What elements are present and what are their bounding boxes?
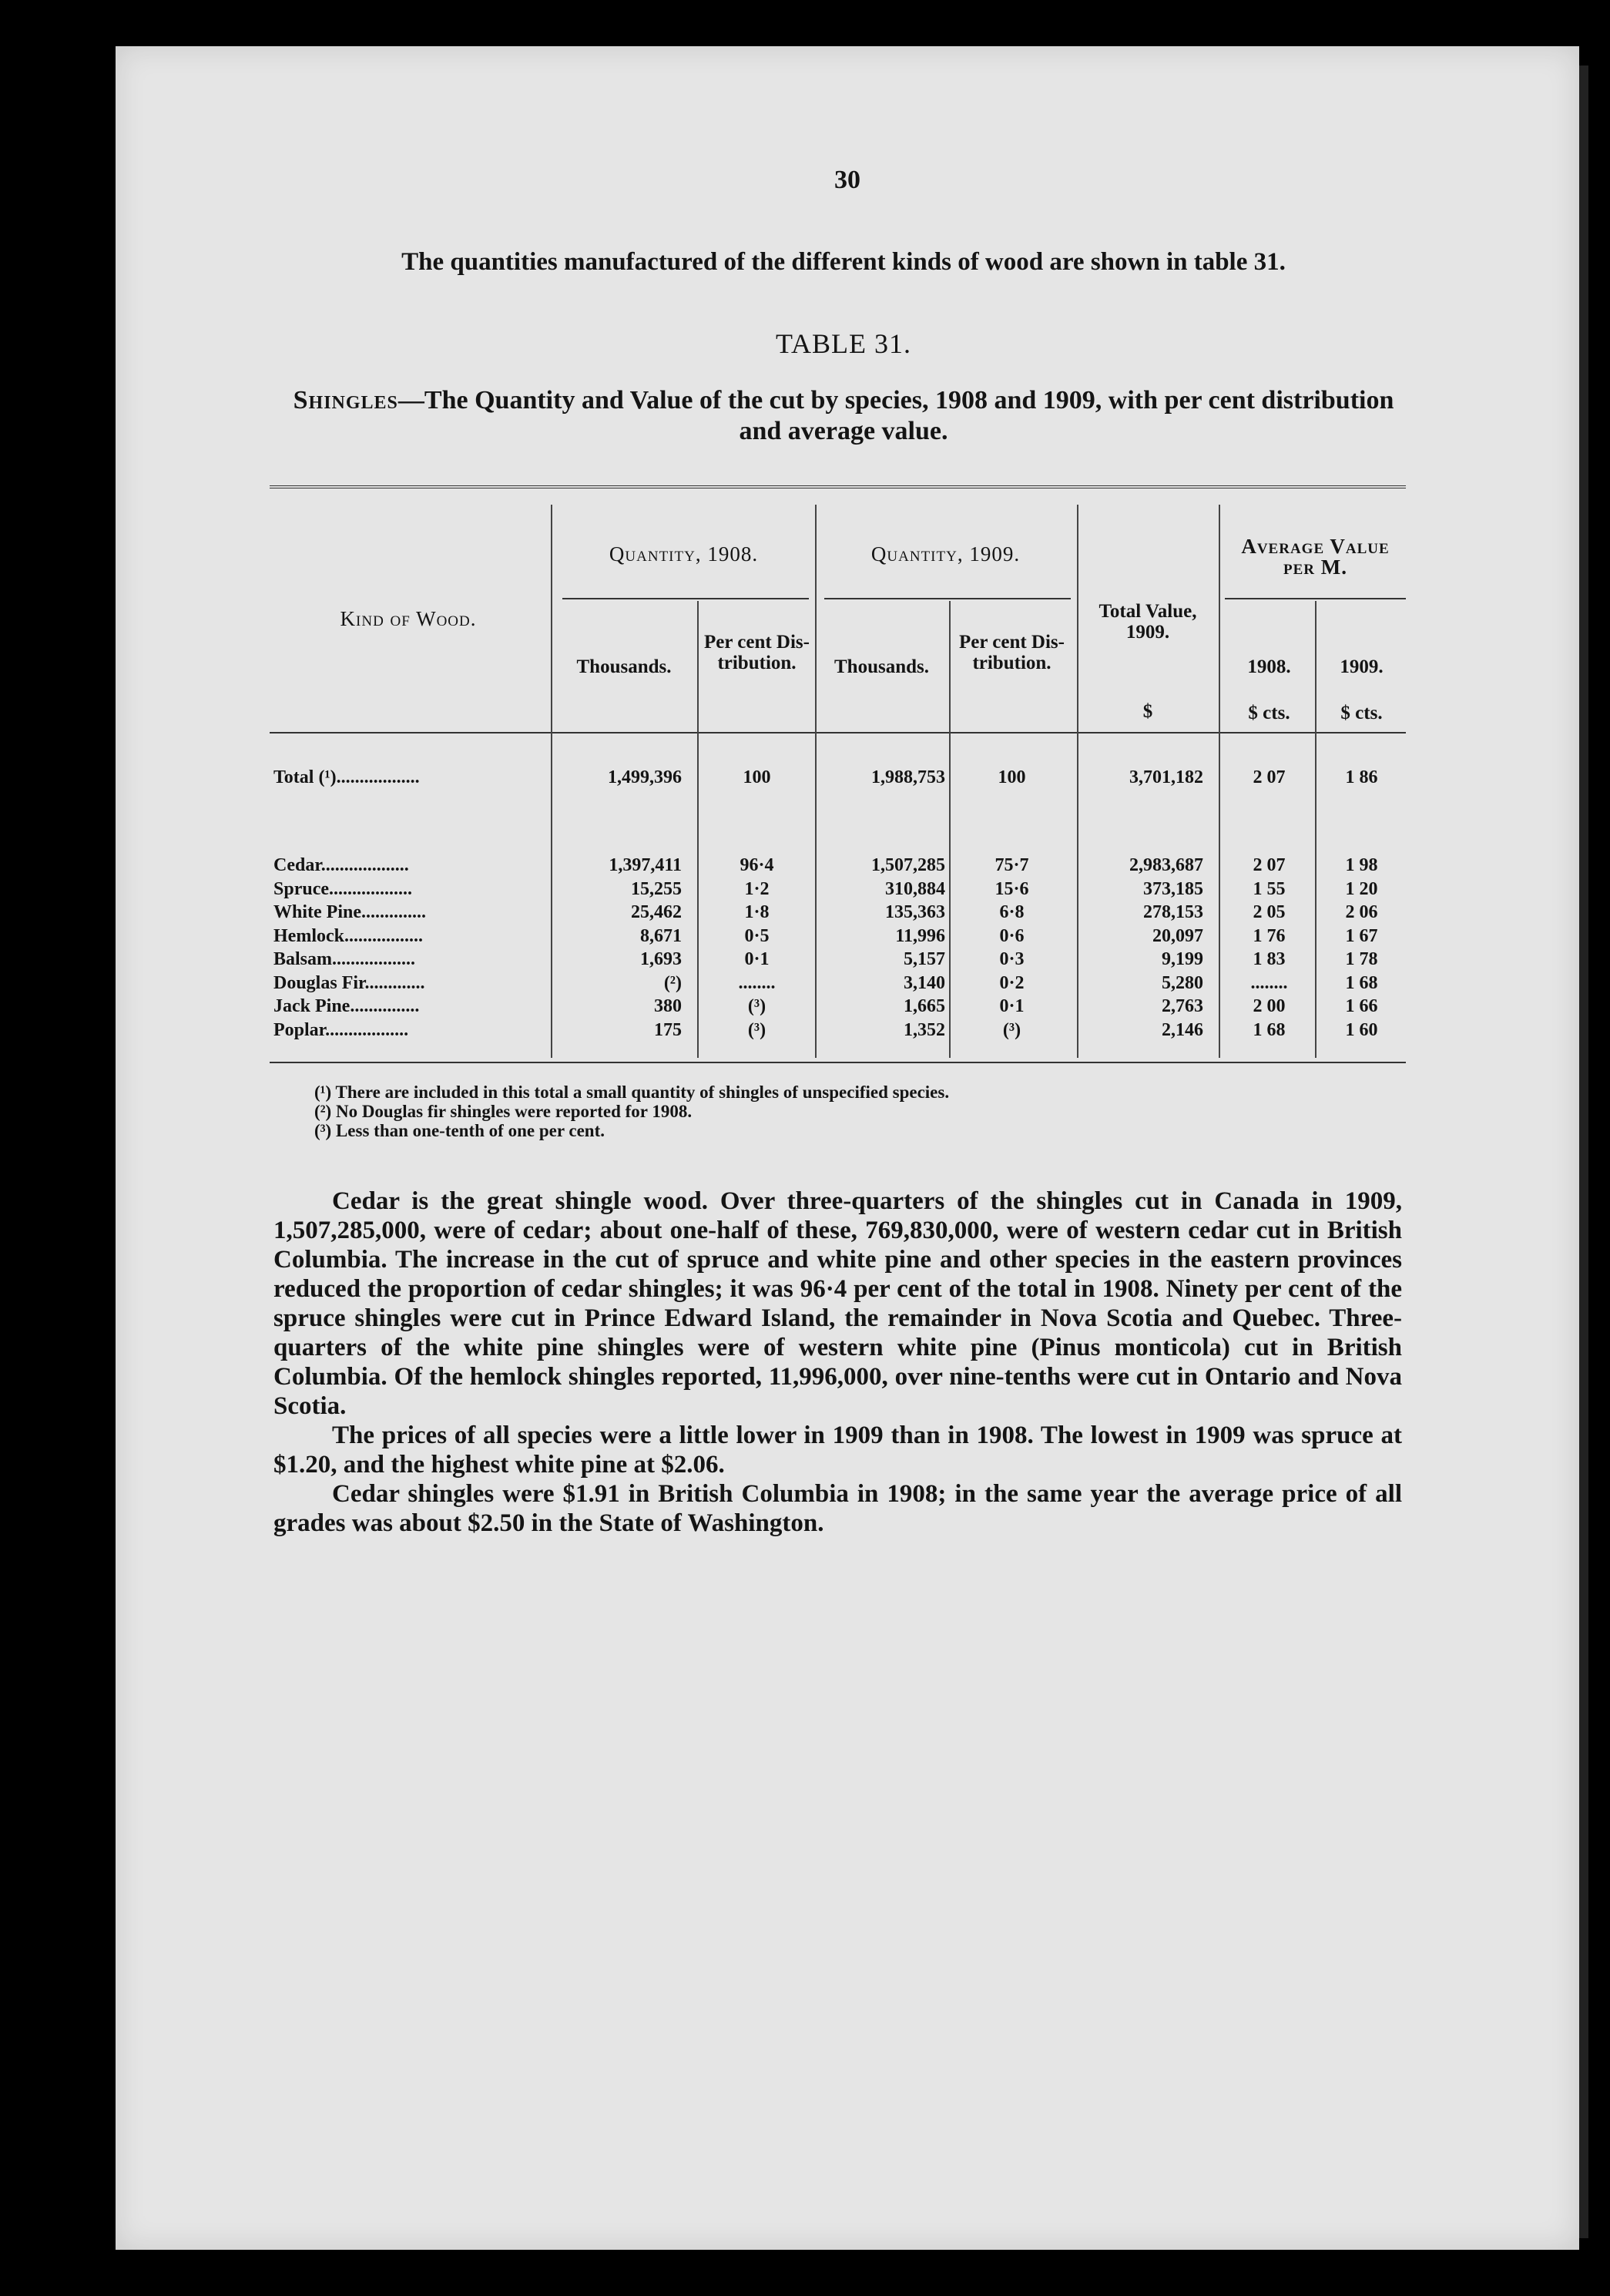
rule-qty1909 bbox=[824, 598, 1071, 599]
row-label bbox=[273, 973, 424, 993]
cell-pc1909: 0·2 bbox=[999, 972, 1025, 993]
cell-q1908: 15,255 bbox=[631, 878, 682, 899]
total-label-text: Total (¹) bbox=[273, 767, 337, 787]
leader-dots: ............... bbox=[350, 996, 420, 1016]
row-label-text: White Pine bbox=[273, 902, 361, 922]
row-label bbox=[273, 855, 409, 875]
cell-q1909: 1,352 bbox=[904, 1019, 945, 1040]
cell-avg1908: 1 55 bbox=[1253, 878, 1286, 899]
row-label bbox=[273, 926, 423, 946]
cell-avg1909: 2 06 bbox=[1345, 902, 1378, 922]
rule-average bbox=[1225, 598, 1406, 599]
page-edge bbox=[1579, 65, 1588, 2238]
table-bottom-rule bbox=[270, 1062, 1406, 1063]
paragraph-prices: The prices of all species were a little lower in 1909 than in 1908. The lowest in 1909 was spruce at $1.20, and the highest white pine at $2.06. bbox=[273, 1422, 1402, 1479]
col-divider bbox=[697, 601, 699, 1058]
header-year-1908: 1908. bbox=[1247, 656, 1291, 677]
row-label-text: Cedar bbox=[273, 855, 321, 875]
cell-q1908: 8,671 bbox=[640, 925, 682, 946]
row-label bbox=[273, 879, 412, 899]
header-thousands-1909: Thousands. bbox=[834, 656, 929, 677]
total-avg1908: 2 07 bbox=[1253, 767, 1286, 787]
row-label-text: Hemlock bbox=[273, 925, 344, 946]
total-pc1908: 100 bbox=[743, 767, 771, 787]
cell-avg1908: 2 00 bbox=[1253, 996, 1286, 1016]
header-quantity-1908: Quantity, 1908. bbox=[609, 542, 759, 566]
header-year-1909: 1909. bbox=[1340, 656, 1384, 677]
cell-avg1909: 1 60 bbox=[1345, 1019, 1378, 1040]
leader-dots: .................. bbox=[329, 878, 412, 899]
paragraph-cedar: Cedar is the great shingle wood. Over three-quarters of the shingles cut in Canada in 1909, 1,507,285,000, were of cedar; about one-half of these, 769,830,000, were of western cedar cut in British Columbia. The increase in the cut of spruce and white pine and other species in the eastern provinces reduced the proportion of cedar shingles; it was 96·4 per cent of the total in 1908. Ninety per cent of the spruce shingles were cut in Prince Edward Island, the remainder in Nova Scotia and Quebec. Three-quarters of the white pine shingles were of western white pine (Pinus monticola) cut in British Columbia. Of the hemlock shingles reported, 11,996,000, over nine-tenths were cut in Ontario and Nova Scotia. bbox=[273, 1187, 1402, 1420]
intro-sentence: The quantities manufactured of the different kinds of wood are shown in table 31. bbox=[401, 248, 1286, 276]
col-divider bbox=[815, 505, 817, 1058]
leader-dots: .............. bbox=[361, 902, 426, 922]
row-label bbox=[273, 1020, 408, 1040]
cell-avg1908: 2 07 bbox=[1253, 855, 1286, 875]
total-row-label bbox=[273, 767, 420, 787]
header-per-cent-1908: Per cent Dis- tribution. bbox=[704, 632, 810, 673]
row-label bbox=[273, 996, 419, 1016]
cell-q1909: 135,363 bbox=[885, 902, 945, 922]
header-dollar-cents-1909: $ cts. bbox=[1340, 703, 1383, 723]
leader-dots: .................. bbox=[325, 1019, 409, 1040]
row-label-text: Douglas Fir bbox=[273, 972, 365, 993]
header-dollar-cents-1908: $ cts. bbox=[1248, 703, 1290, 723]
footnote-1: (¹) There are included in this total a small quantity of shingles of unspecified species. bbox=[314, 1083, 950, 1102]
header-thousands-1908: Thousands. bbox=[576, 656, 672, 677]
cell-avg1908: 1 83 bbox=[1253, 949, 1286, 969]
cell-pc1909: (³) bbox=[1002, 1019, 1021, 1040]
cell-q1909: 310,884 bbox=[885, 878, 945, 899]
cell-value: 278,153 bbox=[1143, 902, 1203, 922]
total-q1909: 1,988,753 bbox=[871, 767, 945, 787]
table-top-rule bbox=[270, 485, 1406, 488]
cell-pc1908: 1·2 bbox=[744, 878, 770, 899]
cell-pc1908: 0·5 bbox=[744, 925, 770, 946]
cell-pc1908: 1·8 bbox=[744, 902, 770, 922]
cell-pc1909: 0·3 bbox=[999, 949, 1025, 969]
leader-dots: ................. bbox=[344, 925, 423, 946]
header-average-value: Average Value per M. bbox=[1241, 535, 1390, 579]
cell-pc1909: 0·6 bbox=[999, 925, 1025, 946]
total-pc1909: 100 bbox=[998, 767, 1026, 787]
total-value: 3,701,182 bbox=[1129, 767, 1203, 787]
page-number: 30 bbox=[834, 166, 860, 194]
row-label bbox=[273, 949, 415, 969]
cell-pc1909: 6·8 bbox=[999, 902, 1025, 922]
rule-qty1908 bbox=[562, 598, 809, 599]
leader-dots: .................. bbox=[336, 767, 420, 787]
row-label-text: Balsam bbox=[273, 949, 333, 969]
cell-avg1909: 1 98 bbox=[1345, 855, 1378, 875]
footnote-3: (³) Less than one-tenth of one per cent. bbox=[314, 1121, 605, 1140]
footnote-2: (²) No Douglas fir shingles were reported for 1908. bbox=[314, 1102, 693, 1121]
cell-q1909: 5,157 bbox=[904, 949, 945, 969]
leader-dots: ............. bbox=[364, 972, 425, 993]
total-q1908: 1,499,396 bbox=[608, 767, 682, 787]
header-per-cent-1909: Per cent Dis- tribution. bbox=[959, 632, 1065, 673]
cell-pc1908: ........ bbox=[738, 972, 776, 993]
cell-pc1908: 0·1 bbox=[744, 949, 770, 969]
cell-value: 2,763 bbox=[1162, 996, 1203, 1016]
cell-q1908: (²) bbox=[663, 972, 682, 993]
cell-pc1908: 96·4 bbox=[740, 855, 774, 875]
paragraph-washington: Cedar shingles were $1.91 in British Columbia in 1908; in the same year the average price of all grades was about $2.50 in the State of Washington. bbox=[273, 1480, 1402, 1537]
table-caption bbox=[273, 385, 1414, 447]
cell-q1908: 1,693 bbox=[640, 949, 682, 969]
caption-text: —The Quantity and Value of the cut by species, 1908 and 1909, with per cent distribution and average value. bbox=[397, 386, 1394, 445]
col-divider bbox=[949, 601, 951, 1058]
col-divider bbox=[551, 505, 552, 1058]
header-kind-of-wood: Kind of Wood. bbox=[340, 607, 477, 630]
cell-value: 20,097 bbox=[1152, 925, 1203, 946]
cell-avg1908: 1 68 bbox=[1253, 1019, 1286, 1040]
table-title: TABLE 31. bbox=[775, 328, 912, 359]
row-label-text: Poplar bbox=[273, 1019, 326, 1040]
cell-pc1908: (³) bbox=[747, 996, 766, 1016]
header-dollar-unit: $ bbox=[1142, 701, 1153, 722]
leader-dots: .................. bbox=[332, 949, 416, 969]
cell-avg1909: 1 20 bbox=[1345, 878, 1378, 899]
cell-q1909: 1,665 bbox=[904, 996, 945, 1016]
cell-avg1908: 2 05 bbox=[1253, 902, 1286, 922]
cell-avg1908: 1 76 bbox=[1253, 925, 1286, 946]
col-divider bbox=[1315, 601, 1317, 1058]
cell-value: 373,185 bbox=[1143, 878, 1203, 899]
header-total-value: Total Value, 1909. bbox=[1098, 601, 1197, 643]
cell-avg1909: 1 67 bbox=[1345, 925, 1378, 946]
row-label-text: Jack Pine bbox=[273, 996, 351, 1016]
document-page bbox=[116, 46, 1579, 2250]
body-text bbox=[273, 1187, 1402, 1538]
leader-dots: ................... bbox=[320, 855, 409, 875]
cell-avg1909: 1 66 bbox=[1345, 996, 1378, 1016]
cell-avg1909: 1 68 bbox=[1345, 972, 1378, 993]
cell-pc1909: 0·1 bbox=[999, 996, 1025, 1016]
cell-pc1909: 75·7 bbox=[995, 855, 1029, 875]
row-label-text: Spruce bbox=[273, 878, 329, 899]
col-divider bbox=[1219, 505, 1220, 1058]
caption-lead: Shingles bbox=[293, 386, 398, 415]
cell-pc1908: (³) bbox=[747, 1019, 766, 1040]
cell-avg1908: ........ bbox=[1250, 972, 1288, 993]
cell-avg1909: 1 78 bbox=[1345, 949, 1378, 969]
cell-q1909: 11,996 bbox=[895, 925, 945, 946]
row-label bbox=[273, 902, 426, 922]
cell-q1908: 175 bbox=[654, 1019, 682, 1040]
cell-q1909: 1,507,285 bbox=[871, 855, 945, 875]
cell-q1909: 3,140 bbox=[904, 972, 945, 993]
header-quantity-1909: Quantity, 1909. bbox=[870, 542, 1021, 566]
cell-q1908: 1,397,411 bbox=[609, 855, 682, 875]
total-avg1909: 1 86 bbox=[1345, 767, 1378, 787]
cell-value: 9,199 bbox=[1162, 949, 1203, 969]
cell-q1908: 25,462 bbox=[631, 902, 682, 922]
cell-pc1909: 15·6 bbox=[995, 878, 1029, 899]
cell-value: 5,280 bbox=[1162, 972, 1203, 993]
cell-q1908: 380 bbox=[654, 996, 682, 1016]
header-bottom-rule bbox=[270, 732, 1406, 733]
cell-value: 2,146 bbox=[1162, 1019, 1203, 1040]
cell-value: 2,983,687 bbox=[1129, 855, 1203, 875]
